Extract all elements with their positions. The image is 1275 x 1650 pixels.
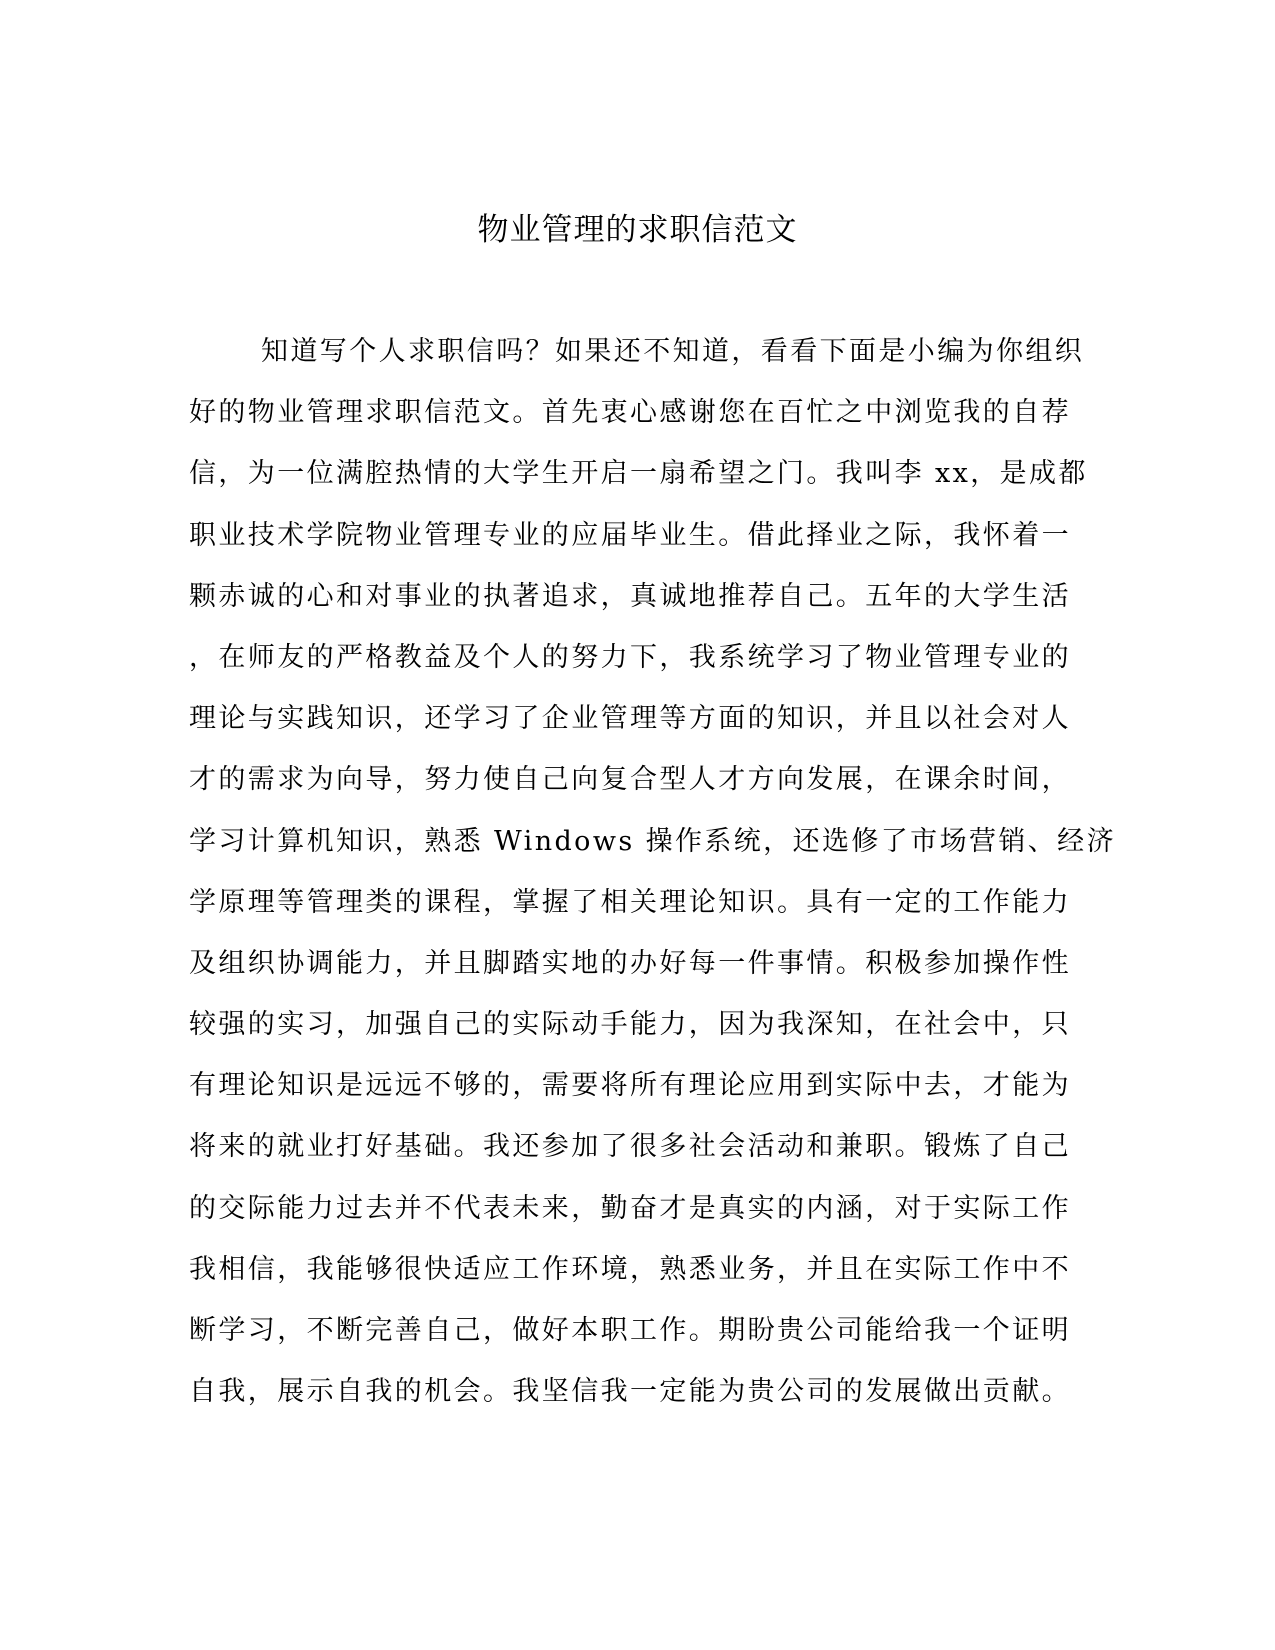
body-line: 颗赤诚的心和对事业的执著追求，真诚地推荐自己。五年的大学生活: [189, 580, 1071, 612]
body-line: 学原理等管理类的课程，掌握了相关理论知识。具有一定的工作能力: [189, 886, 1071, 918]
document-title: 物业管理的求职信范文: [477, 212, 798, 248]
body-line: 学习计算机知识，熟悉 Windows 操作系统，还选修了市场营销、经济: [189, 825, 1116, 857]
body-line: 将来的就业打好基础。我还参加了很多社会活动和兼职。锻炼了自己: [189, 1131, 1071, 1163]
body-line: ，在师友的严格教益及个人的努力下，我系统学习了物业管理专业的: [189, 641, 1071, 673]
body-line: 自我，展示自我的机会。我坚信我一定能为贵公司的发展做出贡献。: [189, 1376, 1071, 1408]
body-line: 知道写个人求职信吗？如果还不知道，看看下面是小编为你组织: [261, 336, 1085, 367]
body-line: 较强的实习，加强自己的实际动手能力，因为我深知，在社会中，只: [189, 1009, 1071, 1041]
body-line: 职业技术学院物业管理专业的应届毕业生。借此择业之际，我怀着一: [189, 519, 1071, 551]
body-line: 的交际能力过去并不代表未来，勤奋才是真实的内涵，对于实际工作: [189, 1192, 1071, 1224]
body-line: 好的物业管理求职信范文。首先衷心感谢您在百忙之中浏览我的自荐: [189, 397, 1071, 429]
body-line: 断学习，不断完善自己，做好本职工作。期盼贵公司能给我一个证明: [189, 1315, 1071, 1346]
body-line: 信，为一位满腔热情的大学生开启一扇希望之门。我叫李 xx，是成都: [189, 458, 1088, 490]
body-line: 我相信，我能够很快适应工作环境，熟悉业务，并且在实际工作中不: [189, 1253, 1071, 1285]
body-line: 才的需求为向导，努力使自己向复合型人才方向发展，在课余时间，: [189, 764, 1071, 796]
body-line: 及组织协调能力，并且脚踏实地的办好每一件事情。积极参加操作性: [189, 947, 1071, 979]
body-line: 有理论知识是远远不够的，需要将所有理论应用到实际中去，才能为: [189, 1070, 1071, 1102]
body-line: 理论与实践知识，还学习了企业管理等方面的知识，并且以社会对人: [189, 703, 1071, 735]
document-body: [189, 333, 1116, 1434]
